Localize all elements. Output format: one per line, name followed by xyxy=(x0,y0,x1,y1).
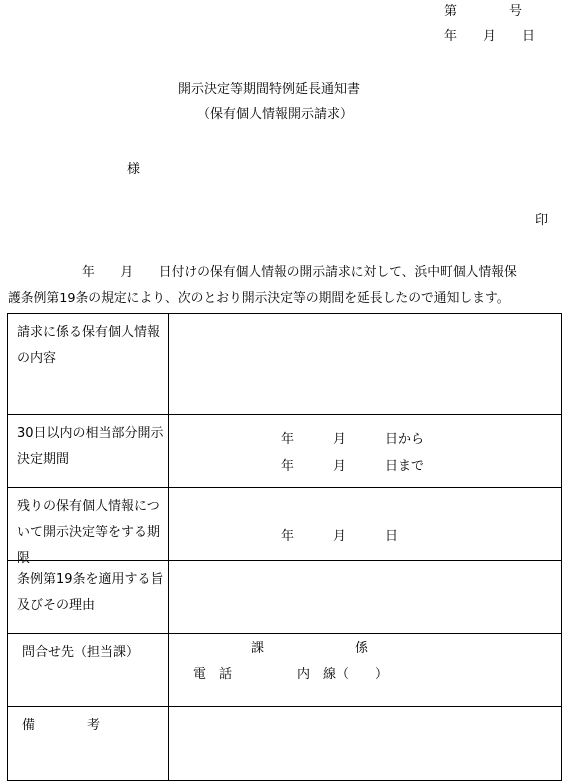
document-number: 第 号 xyxy=(444,4,523,19)
article-19-reason-label: 条例第19条を適用する旨及びその理由 xyxy=(17,572,164,613)
row-label-cell xyxy=(8,561,169,634)
table-row xyxy=(8,488,562,561)
contact-phone: 電 話 内 線（ ） xyxy=(193,667,389,682)
table-row xyxy=(8,314,562,415)
document-subtitle: （保有個人情報開示請求） xyxy=(197,107,354,122)
row-label-cell xyxy=(8,314,169,415)
table-row xyxy=(8,707,562,781)
period-end-date: 年 月 日まで xyxy=(281,459,425,474)
table-row xyxy=(8,561,562,634)
body-text-line-1: 年 月 日付けの保有個人情報の開示請求に対して、浜中町個人情報保 xyxy=(82,265,517,280)
contact-section: 課 係 xyxy=(251,641,369,656)
table-row xyxy=(8,634,562,707)
addressee-suffix: 様 xyxy=(127,162,141,177)
requested-info-label: 請求に係る保有個人情報の内容 xyxy=(17,325,161,366)
requested-info-value[interactable] xyxy=(169,314,562,415)
issue-date: 年 月 日 xyxy=(444,29,536,44)
article-19-reason-value[interactable] xyxy=(169,561,562,634)
document-title: 開示決定等期間特例延長通知書 xyxy=(178,82,361,97)
extension-details-table xyxy=(7,313,562,781)
period-start-date: 年 月 日から xyxy=(281,432,425,447)
contact-department-value[interactable] xyxy=(169,634,562,707)
partial-disclosure-period-value[interactable] xyxy=(169,415,562,488)
row-label-cell xyxy=(8,415,169,488)
body-text-line-2: 護条例第19条の規定により、次のとおり開示決定等の期間を延長したので通知します。 xyxy=(8,291,510,306)
seal-mark: 印 xyxy=(535,213,549,228)
row-label-cell xyxy=(8,707,169,781)
partial-disclosure-period-label: 30日以内の相当部分開示決定期間 xyxy=(17,426,164,467)
contact-department-label: 問合せ先（担当課） xyxy=(22,645,140,660)
row-label-cell xyxy=(8,488,169,566)
remaining-info-deadline-value[interactable] xyxy=(169,488,562,561)
row-label-cell xyxy=(8,634,169,707)
remarks-label: 備 考 xyxy=(22,718,101,733)
remaining-info-deadline-label: 残りの保有個人情報について開示決定等をする期限 xyxy=(17,499,161,566)
table-row xyxy=(8,415,562,488)
deadline-date: 年 月 日 xyxy=(281,529,399,544)
remarks-value[interactable] xyxy=(169,707,562,781)
